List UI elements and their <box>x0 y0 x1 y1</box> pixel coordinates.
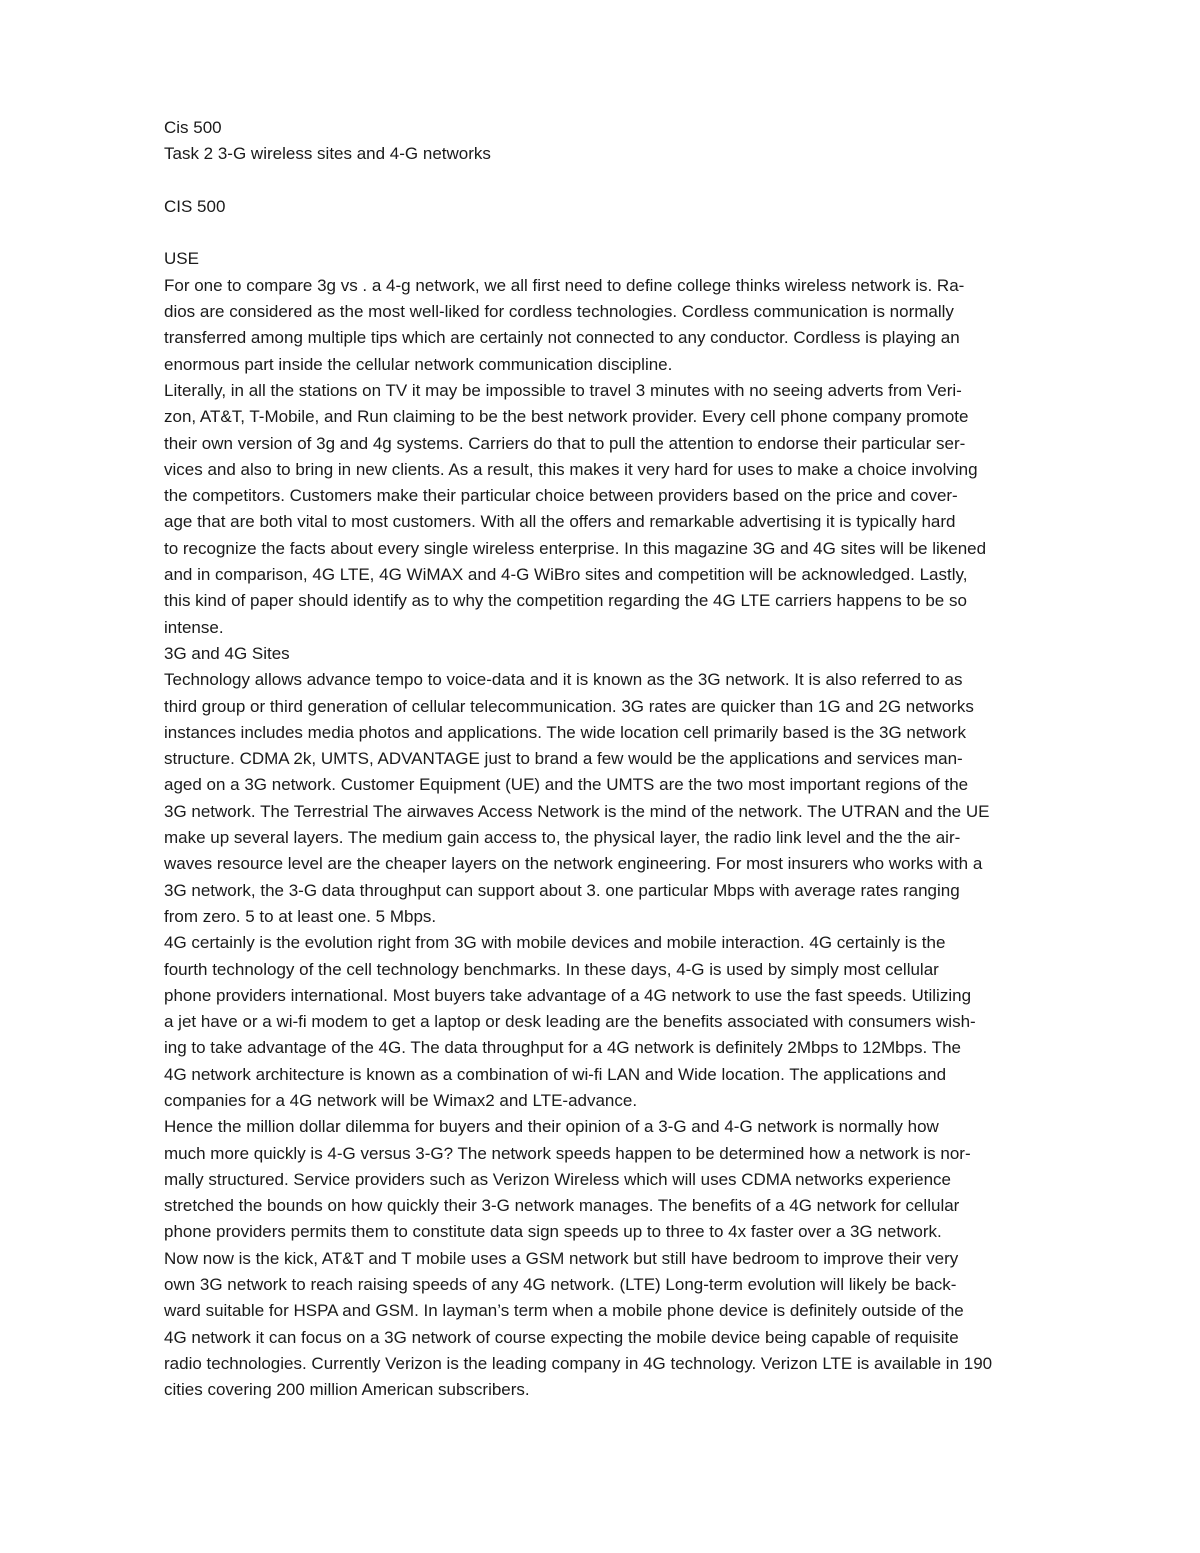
body-line: Now now is the kick, AT&T and T mobile uses a GSM network but still have bedroom to improve their very <box>164 1248 959 1268</box>
body-line: make up several layers. The medium gain access to, the physical layer, the radio link level and the the air- <box>164 828 961 848</box>
body-line: this kind of paper should identify as to why the competition regarding the 4G LTE carriers happens to be so <box>164 591 967 611</box>
body-line: transferred among multiple tips which are certainly not connected to any conductor. Cordless is playing an <box>164 328 960 348</box>
body-line: and in comparison, 4G LTE, 4G WiMAX and 4-G WiBro sites and competition will be acknowledged. Lastly, <box>164 565 968 585</box>
body-line: mally structured. Service providers such as Verizon Wireless which will uses CDMA networks experience <box>164 1169 952 1189</box>
body-line: cities covering 200 million American subscribers. <box>164 1380 530 1400</box>
body-line: 3G network, the 3-G data throughput can support about 3. one particular Mbps with average rates ranging <box>164 880 960 900</box>
body-line: much more quickly is 4-G versus 3-G? The network speeds happen to be determined how a network is nor- <box>164 1143 971 1163</box>
body-line: third group or third generation of cellular telecommunication. 3G rates are quicker than 1G and 2G networks <box>164 696 974 716</box>
body-line: to recognize the facts about every single wireless enterprise. In this magazine 3G and 4G sites will be likened <box>164 538 987 558</box>
blank-line <box>164 220 1144 246</box>
body-line: 3G and 4G Sites <box>164 643 290 663</box>
body-line: Literally, in all the stations on TV it may be impossible to travel 3 minutes with no seeing adverts from Veri- <box>164 380 962 400</box>
header-task: Task 2 3-G wireless sites and 4-G networks <box>164 144 491 164</box>
body-line: their own version of 3g and 4g systems. Carriers do that to pull the attention to endorse their particular ser- <box>164 433 966 453</box>
body-line: radio technologies. Currently Verizon is the leading company in 4G technology. Verizon LTE is available in 190 <box>164 1353 993 1373</box>
body-line: phone providers international. Most buyers take advantage of a 4G network to use the fast speeds. Utilizing <box>164 985 972 1005</box>
document-text <box>164 115 1144 1404</box>
body-line: phone providers permits them to constitute data sign speeds up to three to 4x faster over a 3G network. <box>164 1222 942 1242</box>
body-text <box>164 273 1144 1404</box>
body-line: the competitors. Customers make their particular choice between providers based on the price and cover- <box>164 486 958 506</box>
body-line: stretched the bounds on how quickly their 3-G network manages. The benefits of a 4G network for cellular <box>164 1196 960 1216</box>
body-line: age that are both vital to most customers. With all the offers and remarkable advertising it is typically hard <box>164 512 956 532</box>
body-line: ward suitable for HSPA and GSM. In layman’s term when a mobile phone device is definitely outside of the <box>164 1301 964 1321</box>
body-line: companies for a 4G network will be Wimax2 and LTE-advance. <box>164 1090 638 1110</box>
body-line: structure. CDMA 2k, UMTS, ADVANTAGE just to brand a few would be the applications and services man- <box>164 749 963 769</box>
body-line: instances includes media photos and applications. The wide location cell primarily based is the 3G network <box>164 722 966 742</box>
blank-line <box>164 168 1144 194</box>
course-code: CIS 500 <box>164 196 226 216</box>
body-line: Technology allows advance tempo to voice-data and it is known as the 3G network. It is also referred to as <box>164 670 963 690</box>
section-heading-use: USE <box>164 249 199 269</box>
body-line: a jet have or a wi-fi modem to get a laptop or desk leading are the benefits associated with consumers wish- <box>164 1012 976 1032</box>
body-line: waves resource level are the cheaper layers on the network engineering. For most insurers who works with a <box>164 854 983 874</box>
body-line: For one to compare 3g vs . a 4-g network, we all first need to define college thinks wireless network is. Ra- <box>164 275 965 295</box>
body-line: 4G certainly is the evolution right from 3G with mobile devices and mobile interaction. 4G certainly is the <box>164 933 946 953</box>
header-course: Cis 500 <box>164 118 222 137</box>
body-line: own 3G network to reach raising speeds of any 4G network. (LTE) Long-term evolution will likely be back- <box>164 1275 957 1295</box>
body-line: 3G network. The Terrestrial The airwaves Access Network is the mind of the network. The UTRAN and the UE <box>164 801 990 821</box>
body-line: ing to take advantage of the 4G. The data throughput for a 4G network is definitely 2Mbps to 12Mbps. The <box>164 1038 961 1058</box>
body-line: aged on a 3G network. Customer Equipment (UE) and the UMTS are the two most important regions of the <box>164 775 969 795</box>
body-line: fourth technology of the cell technology benchmarks. In these days, 4-G is used by simply most cellular <box>164 959 939 979</box>
body-line: intense. <box>164 617 224 637</box>
body-line: dios are considered as the most well-liked for cordless technologies. Cordless communication is normally <box>164 302 954 322</box>
body-line: Hence the million dollar dilemma for buyers and their opinion of a 3-G and 4-G network is normally how <box>164 1117 939 1137</box>
body-line: from zero. 5 to at least one. 5 Mbps. <box>164 906 437 926</box>
body-line: zon, AT&T, T-Mobile, and Run claiming to be the best network provider. Every cell phone company promote <box>164 407 969 427</box>
body-line: vices and also to bring in new clients. As a result, this makes it very hard for uses to make a choice involving <box>164 459 978 479</box>
body-line: 4G network architecture is known as a combination of wi-fi LAN and Wide location. The applications and <box>164 1064 947 1084</box>
body-line: enormous part inside the cellular network communication discipline. <box>164 354 673 374</box>
body-line: 4G network it can focus on a 3G network of course expecting the mobile device being capable of requisite <box>164 1327 959 1347</box>
